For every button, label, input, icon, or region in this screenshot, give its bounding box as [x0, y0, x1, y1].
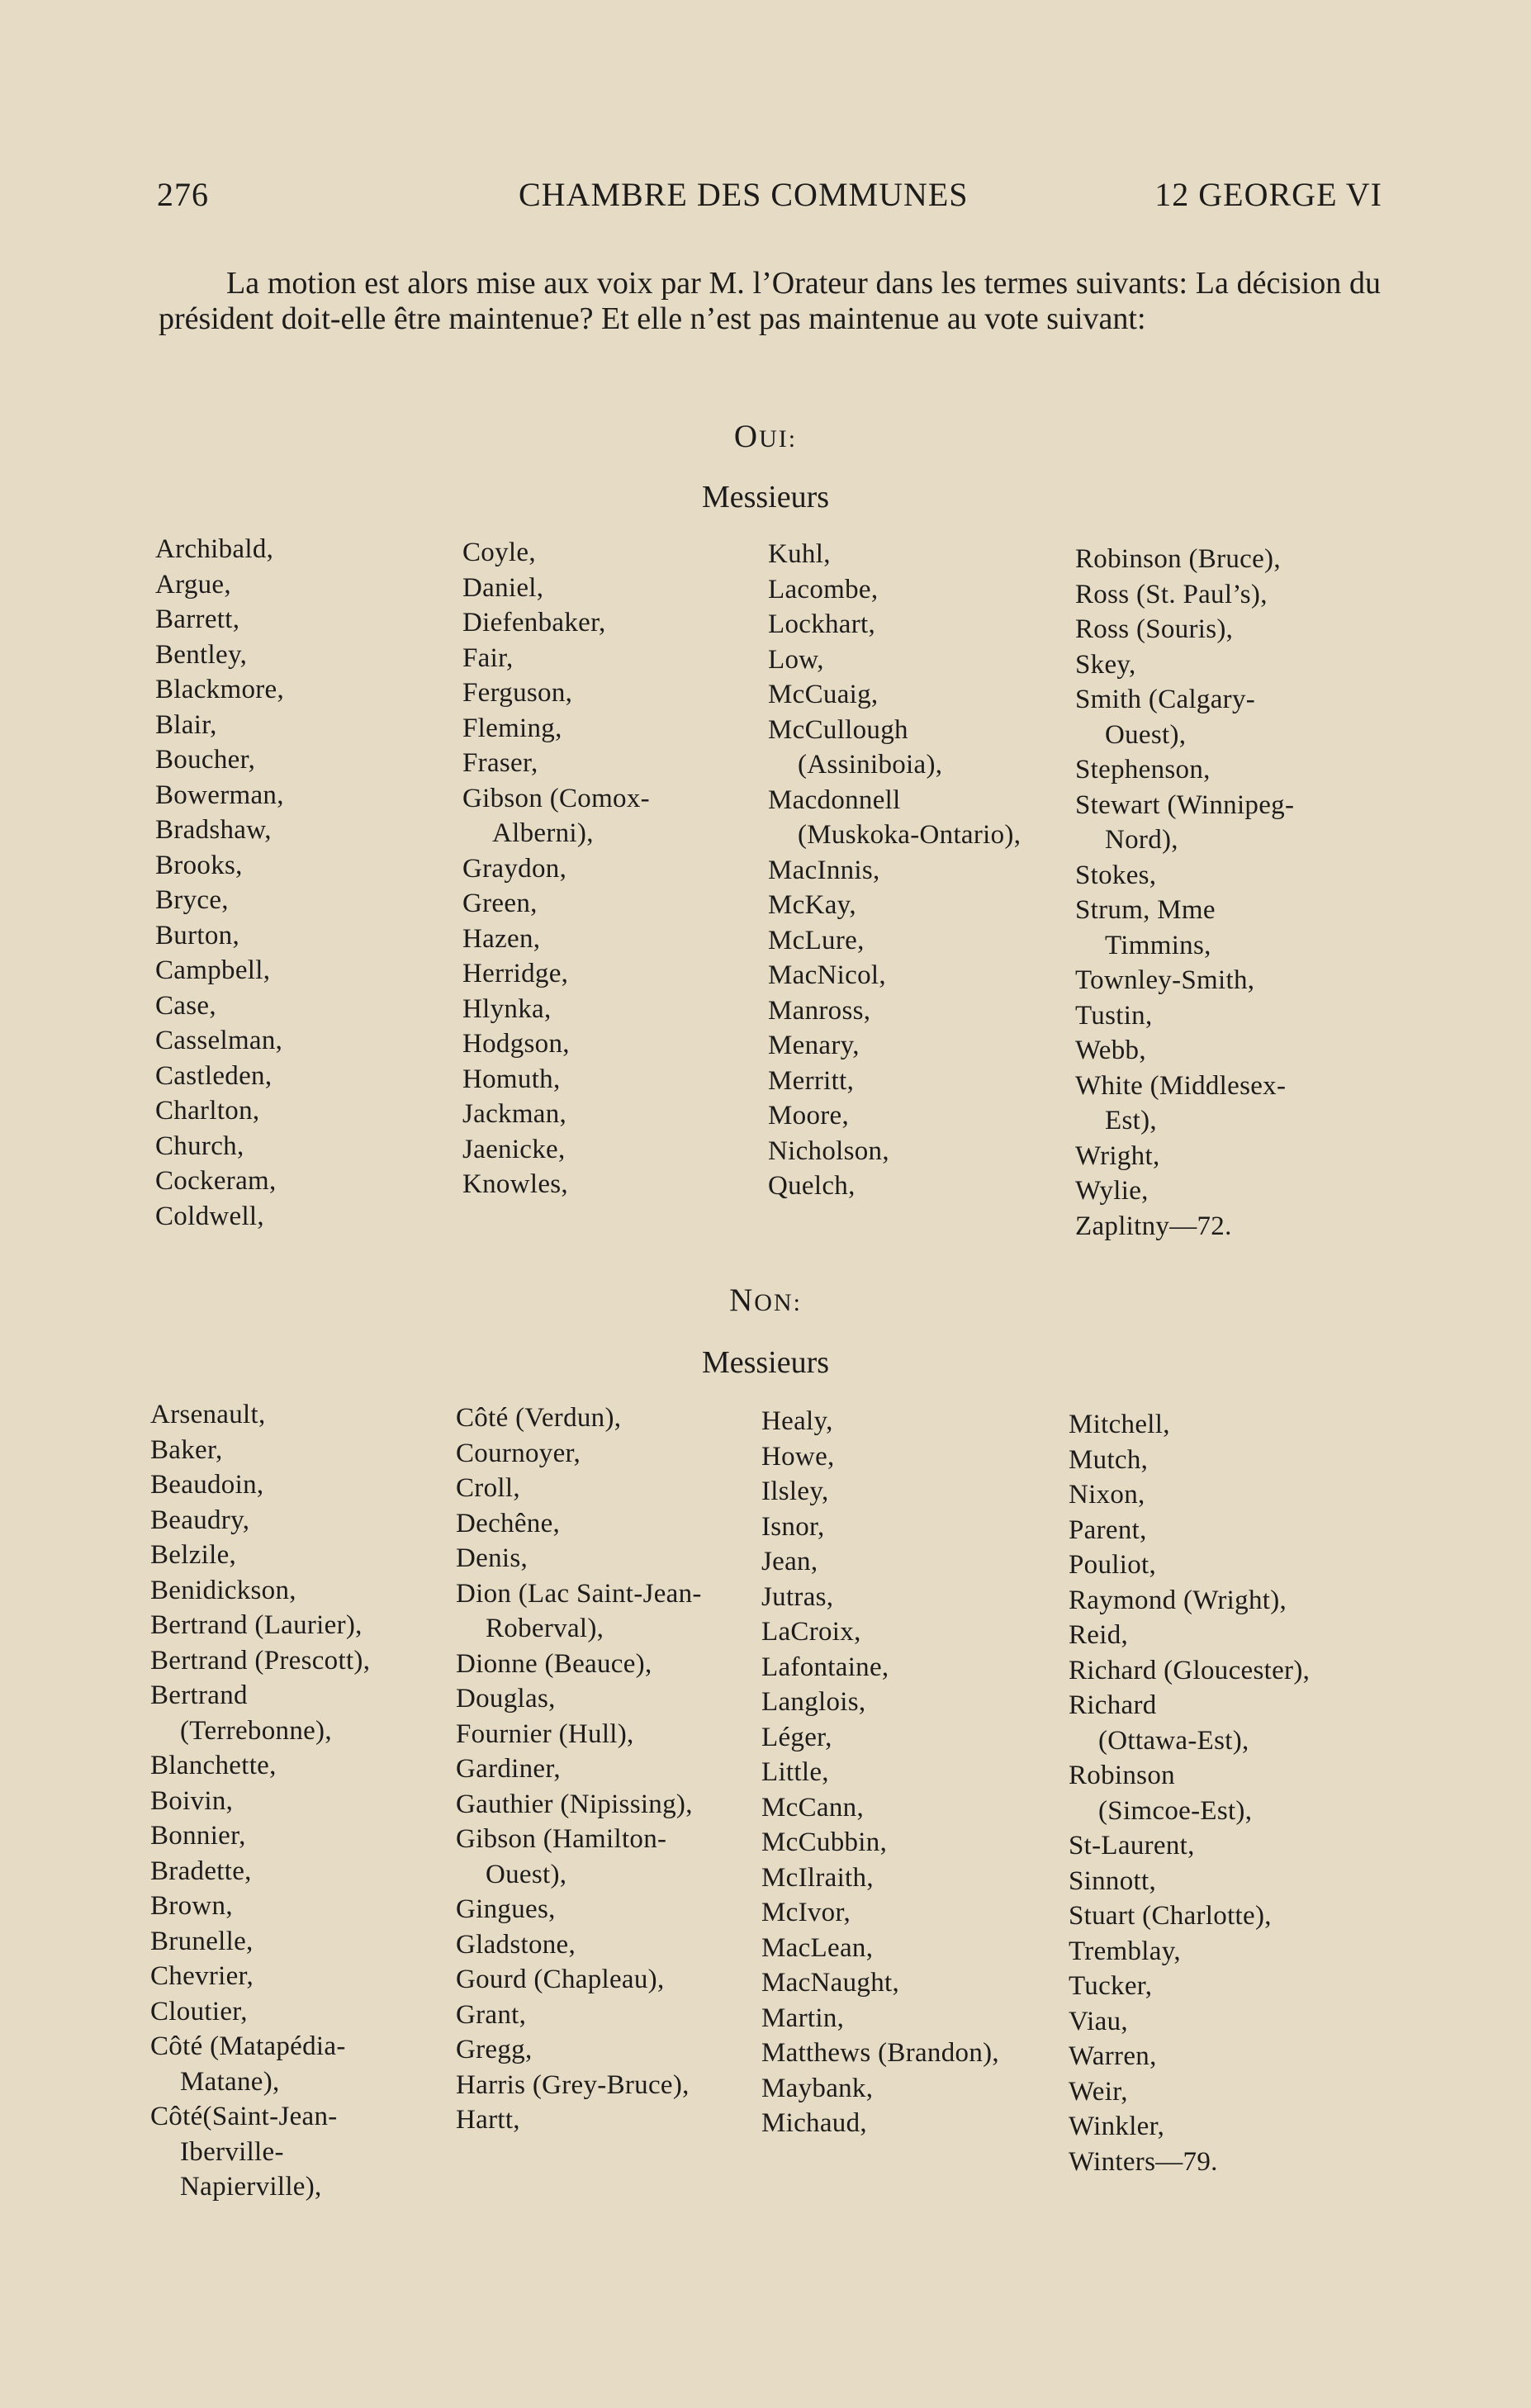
- member-name: Napierville),: [180, 2172, 322, 2202]
- member-name: Barrett,: [155, 604, 240, 634]
- member-name: Gregg,: [456, 2035, 533, 2064]
- member-name: LaCroix,: [761, 1617, 861, 1647]
- member-name: Dion (Lac Saint-Jean-: [456, 1578, 702, 1609]
- member-name: McCuaig,: [768, 680, 879, 709]
- member-name: Healy,: [761, 1406, 833, 1436]
- member-name: Coldwell,: [155, 1201, 264, 1231]
- member-name: Ouest),: [486, 1859, 567, 1889]
- member-name: Langlois,: [761, 1687, 866, 1717]
- member-name: Grant,: [456, 1999, 527, 2030]
- oui-column-3: [768, 537, 1082, 1204]
- member-name: Est),: [1105, 1106, 1157, 1135]
- member-name: (Terrebonne),: [180, 1715, 332, 1746]
- member-name: Skey,: [1075, 649, 1136, 680]
- member-name: Charlton,: [155, 1096, 260, 1126]
- member-name: Herridge,: [462, 959, 569, 988]
- member-name: Richard: [1069, 1690, 1157, 1720]
- member-name: Parent,: [1069, 1514, 1147, 1545]
- member-name: Case,: [155, 990, 216, 1021]
- member-name: Sinnott,: [1069, 1865, 1157, 1896]
- member-name: (Simcoe-Est),: [1098, 1795, 1253, 1826]
- member-name: Nixon,: [1069, 1480, 1145, 1510]
- member-name: Ouest),: [1105, 719, 1187, 750]
- member-name: Bentley,: [155, 639, 248, 670]
- member-name: Brown,: [150, 1891, 233, 1921]
- member-name: MacInnis,: [768, 855, 880, 885]
- member-name: Fraser,: [462, 748, 538, 778]
- member-name: Fair,: [462, 642, 514, 673]
- member-name: Casselman,: [155, 1026, 283, 1055]
- member-name: Low,: [768, 644, 824, 675]
- member-name: Gingues,: [456, 1894, 556, 1924]
- member-name: Iberville-: [180, 2136, 284, 2167]
- member-name: Lockhart,: [768, 609, 876, 639]
- member-name: Stuart (Charlotte),: [1069, 1901, 1272, 1931]
- member-name: MacLean,: [761, 1932, 874, 1963]
- member-name: Gladstone,: [456, 1929, 576, 1960]
- member-name: Richard (Gloucester),: [1069, 1655, 1311, 1685]
- member-name: MacNaught,: [761, 1968, 900, 1998]
- member-name: Townley-Smith,: [1075, 965, 1255, 995]
- member-name: Beaudoin,: [150, 1470, 264, 1500]
- member-name: Menary,: [768, 1031, 860, 1060]
- oui-heading: [0, 418, 1531, 455]
- member-name: Chevrier,: [150, 1961, 254, 1991]
- member-name: McCubbin,: [761, 1827, 888, 1857]
- member-name: Quelch,: [768, 1171, 856, 1201]
- member-name: Bradette,: [150, 1856, 252, 1886]
- member-name: Nord),: [1105, 825, 1178, 855]
- non-heading-text: NON:: [729, 1282, 802, 1318]
- member-name: Ross (St. Paul’s),: [1075, 579, 1268, 609]
- member-name: Pouliot,: [1069, 1550, 1157, 1580]
- member-name: Kuhl,: [768, 539, 831, 569]
- member-name: (Assiniboia),: [798, 750, 943, 780]
- member-name: McLure,: [768, 925, 865, 955]
- member-name: Gibson (Hamilton-: [456, 1824, 667, 1854]
- member-name: Fleming,: [462, 713, 562, 743]
- member-name: Lacombe,: [768, 574, 879, 604]
- member-name: Stephenson,: [1075, 755, 1211, 784]
- member-name: MacNicol,: [768, 960, 886, 990]
- member-name: Winkler,: [1069, 2112, 1165, 2141]
- member-name: Gauthier (Nipissing),: [456, 1789, 693, 1819]
- member-name: Weir,: [1069, 2076, 1128, 2107]
- member-name: (Ottawa-Est),: [1098, 1725, 1249, 1756]
- member-name: Benidickson,: [150, 1575, 296, 1605]
- member-name: Baker,: [150, 1434, 223, 1465]
- member-name: Moore,: [768, 1101, 850, 1131]
- member-name: Mitchell,: [1069, 1410, 1170, 1439]
- page-number: 276: [157, 176, 209, 213]
- member-name: Bertrand (Laurier),: [150, 1610, 363, 1640]
- member-name: Michaud,: [761, 2108, 867, 2138]
- oui-subheading: Messieurs: [701, 480, 830, 514]
- member-name: Dionne (Beauce),: [456, 1648, 652, 1679]
- non-column-1: [150, 1397, 464, 2205]
- member-name: Green,: [462, 889, 538, 918]
- member-name: Denis,: [456, 1543, 529, 1573]
- member-name: Bertrand (Prescott),: [150, 1645, 371, 1676]
- member-name: Knowles,: [462, 1169, 568, 1199]
- member-name: Gourd (Chapleau),: [456, 1965, 665, 1994]
- member-name: Blair,: [155, 709, 217, 740]
- member-name: Campbell,: [155, 955, 271, 985]
- member-name: Arsenault,: [150, 1400, 266, 1429]
- oui-column-1: [155, 532, 469, 1234]
- member-name: Ferguson,: [462, 678, 573, 708]
- member-name: Douglas,: [456, 1684, 556, 1714]
- member-name: Raymond (Wright),: [1069, 1585, 1287, 1615]
- member-name: Blanchette,: [150, 1751, 277, 1780]
- member-name: Brooks,: [155, 850, 243, 880]
- member-name: (Muskoka-Ontario),: [798, 820, 1021, 850]
- member-name: Gibson (Comox-: [462, 783, 650, 813]
- member-name: Hodgson,: [462, 1029, 570, 1059]
- member-name: White (Middlesex-: [1075, 1070, 1287, 1101]
- member-name: Croll,: [456, 1473, 520, 1503]
- member-name: Cournoyer,: [456, 1438, 581, 1468]
- member-name: Isnor,: [761, 1511, 825, 1542]
- member-name: Little,: [761, 1757, 829, 1787]
- oui-column-4: [1075, 542, 1389, 1244]
- member-name: Beaudry,: [150, 1505, 250, 1535]
- member-name: Lafontaine,: [761, 1652, 889, 1682]
- member-name: Matane),: [180, 2066, 280, 2097]
- member-name: Howe,: [761, 1441, 835, 1472]
- member-name: Côté (Matapédia-: [150, 2031, 346, 2061]
- member-name: Martin,: [761, 2003, 845, 2033]
- member-name: Harris (Grey-Bruce),: [456, 2069, 690, 2100]
- member-name: Tremblay,: [1069, 1936, 1181, 1966]
- member-name: Hartt,: [456, 2105, 520, 2135]
- member-name: Jean,: [761, 1547, 818, 1576]
- member-name: Argue,: [155, 569, 231, 600]
- member-name: Ross (Souris),: [1075, 614, 1234, 644]
- oui-heading-text: OUI:: [733, 419, 798, 454]
- member-name: Macdonnell: [768, 784, 901, 815]
- member-name: Mutch,: [1069, 1444, 1149, 1475]
- member-name: McCann,: [761, 1792, 864, 1823]
- member-name: Bowerman,: [155, 780, 284, 810]
- member-name: Belzile,: [150, 1540, 237, 1570]
- member-name: Winters—79.: [1069, 2146, 1218, 2177]
- member-name: McCullough: [768, 714, 908, 745]
- member-name: Côté (Verdun),: [456, 1403, 622, 1433]
- member-name: Archibald,: [155, 534, 274, 564]
- member-name: Daniel,: [462, 572, 544, 603]
- member-name: Bonnier,: [150, 1821, 246, 1851]
- member-name: Jackman,: [462, 1099, 567, 1129]
- member-name: McIvor,: [761, 1898, 851, 1927]
- member-name: Cloutier,: [150, 1996, 248, 2026]
- member-name: Nicholson,: [768, 1135, 889, 1166]
- member-name: Cockeram,: [155, 1166, 277, 1196]
- member-name: Alberni),: [492, 818, 594, 848]
- member-name: Robinson (Bruce),: [1075, 544, 1281, 574]
- member-name: Strum, Mme: [1075, 895, 1216, 925]
- member-name: Wylie,: [1075, 1176, 1149, 1206]
- member-name: Coyle,: [462, 538, 536, 567]
- member-name: Léger,: [761, 1722, 832, 1752]
- member-name: Dechêne,: [456, 1508, 561, 1538]
- non-subheading: Messieurs: [701, 1345, 830, 1380]
- running-title: CHAMBRE DES COMMUNES: [519, 176, 969, 213]
- member-name: Maybank,: [761, 2073, 874, 2103]
- member-name: Homuth,: [462, 1064, 561, 1094]
- member-name: Burton,: [155, 920, 240, 950]
- member-name: Bradshaw,: [155, 815, 272, 845]
- member-name: Viau,: [1069, 2006, 1128, 2036]
- member-name: Smith (Calgary-: [1075, 685, 1256, 714]
- member-name: Jaenicke,: [462, 1134, 566, 1164]
- member-name: Diefenbaker,: [462, 608, 606, 638]
- non-column-2: [456, 1401, 770, 2138]
- member-name: Webb,: [1075, 1036, 1146, 1065]
- non-column-4: [1069, 1407, 1382, 2179]
- intro-paragraph: [159, 266, 1381, 337]
- member-name: Castleden,: [155, 1060, 273, 1091]
- member-name: Bertrand: [150, 1680, 248, 1710]
- member-name: Brunelle,: [150, 1926, 254, 1956]
- member-name: Boivin,: [150, 1785, 234, 1816]
- member-name: Warren,: [1069, 2041, 1157, 2071]
- member-name: Bryce,: [155, 885, 229, 915]
- member-name: Timmins,: [1105, 930, 1211, 960]
- member-name: Wright,: [1075, 1140, 1160, 1171]
- regnal-year: 12 GEORGE VI: [1154, 176, 1382, 213]
- member-name: Zaplitny—72.: [1075, 1211, 1232, 1241]
- member-name: Côté(Saint-Jean-: [150, 2102, 338, 2131]
- member-name: Blackmore,: [155, 675, 285, 704]
- member-name: Matthews (Brandon),: [761, 2038, 999, 2068]
- member-name: Stewart (Winnipeg-: [1075, 789, 1295, 820]
- member-name: Manross,: [768, 995, 871, 1026]
- intro-text: La motion est alors mise aux voix par M. l’Orateur dans les termes suivants: La décision du président doit-elle être maintenue? Et elle n’est pas maintenue au vote suivant:: [159, 266, 1381, 336]
- member-name: McKay,: [768, 890, 856, 920]
- member-name: Gardiner,: [456, 1754, 561, 1784]
- member-name: Stokes,: [1075, 860, 1157, 890]
- member-name: St-Laurent,: [1069, 1831, 1195, 1861]
- member-name: Graydon,: [462, 853, 567, 884]
- member-name: McIlraith,: [761, 1862, 874, 1893]
- member-name: Boucher,: [155, 745, 256, 775]
- member-name: Jutras,: [761, 1581, 834, 1612]
- page-header: [157, 175, 1382, 225]
- member-name: Merritt,: [768, 1065, 855, 1096]
- member-name: Roberval),: [486, 1614, 604, 1643]
- member-name: Church,: [155, 1131, 244, 1161]
- oui-column-2: [462, 535, 776, 1202]
- member-name: Ilsley,: [761, 1477, 829, 1506]
- member-name: Tucker,: [1069, 1971, 1153, 2001]
- member-name: Hazen,: [462, 923, 541, 954]
- member-name: Fournier (Hull),: [456, 1718, 634, 1749]
- member-name: Reid,: [1069, 1620, 1129, 1650]
- member-name: Robinson: [1069, 1761, 1175, 1790]
- non-column-3: [761, 1404, 1075, 2141]
- non-heading: [0, 1282, 1531, 1319]
- member-name: Tustin,: [1075, 1000, 1153, 1031]
- member-name: Hlynka,: [462, 993, 552, 1024]
